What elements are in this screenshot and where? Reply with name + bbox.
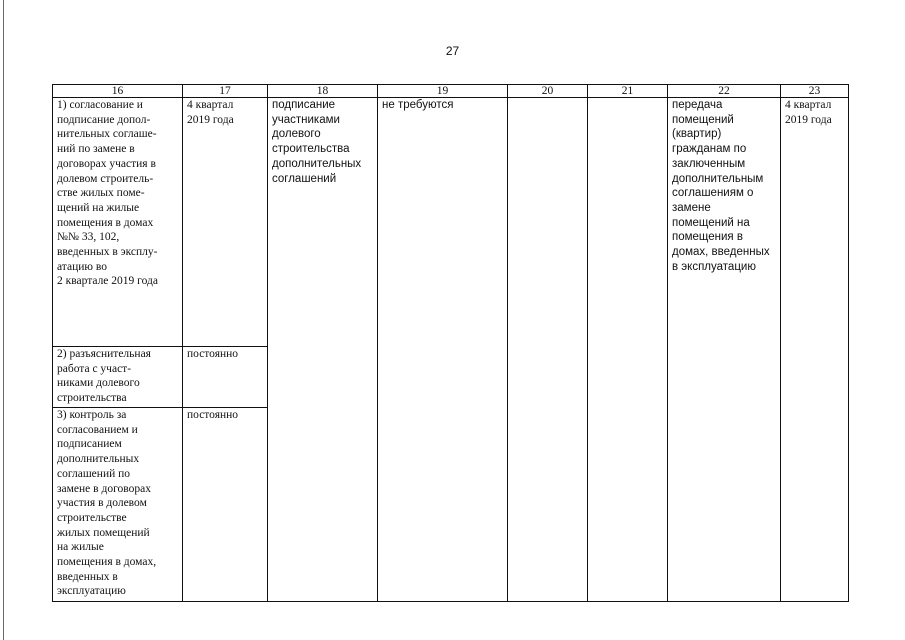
column-header: 16: [53, 85, 183, 98]
measure-cell: 1) согласование и подписание допол- нительных соглаше- ний по замене в договорах участия в долевом строитель- стве жилых поме- щений на жилые помещения в домах №№ 33, 102, введенных в эксплу- атацию во 2 квартале 2019 года: [53, 98, 183, 347]
final-deadline-cell: 4 квартал 2019 года: [781, 98, 849, 602]
column-header: 19: [378, 85, 508, 98]
table-row: [53, 98, 849, 347]
page-number: 27: [445, 44, 460, 58]
measure-cell: 3) контроль за согласованием и подписанием дополнительных соглашений по замене в договорах участия в долевом строительстве жилых помещений на жилые помещения в домах, введенных в эксплуатацию: [53, 408, 183, 602]
empty-cell-20: [508, 98, 588, 602]
empty-cell-21: [588, 98, 668, 602]
column-header: 17: [183, 85, 268, 98]
outcome-cell: передача помещений (квартир) гражданам по заключенным дополнительным соглашениям о замене помещений на помещения в домах, введенных в эксплуатацию: [668, 98, 781, 602]
measure-cell: 2) разъяснительная работа с участ- никами долевого строительства: [53, 347, 183, 408]
column-header: 23: [781, 85, 849, 98]
column-header: 20: [508, 85, 588, 98]
measures-table: [52, 84, 849, 602]
column-header: 18: [268, 85, 378, 98]
deadline-cell: 4 квартал 2019 года: [183, 98, 268, 347]
column-header: 22: [668, 85, 781, 98]
scan-edge-line: [3, 0, 4, 640]
column-header: 21: [588, 85, 668, 98]
deadline-cell: постоянно: [183, 408, 268, 602]
column-number-row: [53, 85, 849, 98]
deadline-cell: постоянно: [183, 347, 268, 408]
funding-cell: не требуются: [378, 98, 508, 602]
result-cell: подписание участниками долевого строительства дополнительных соглашений: [268, 98, 378, 602]
